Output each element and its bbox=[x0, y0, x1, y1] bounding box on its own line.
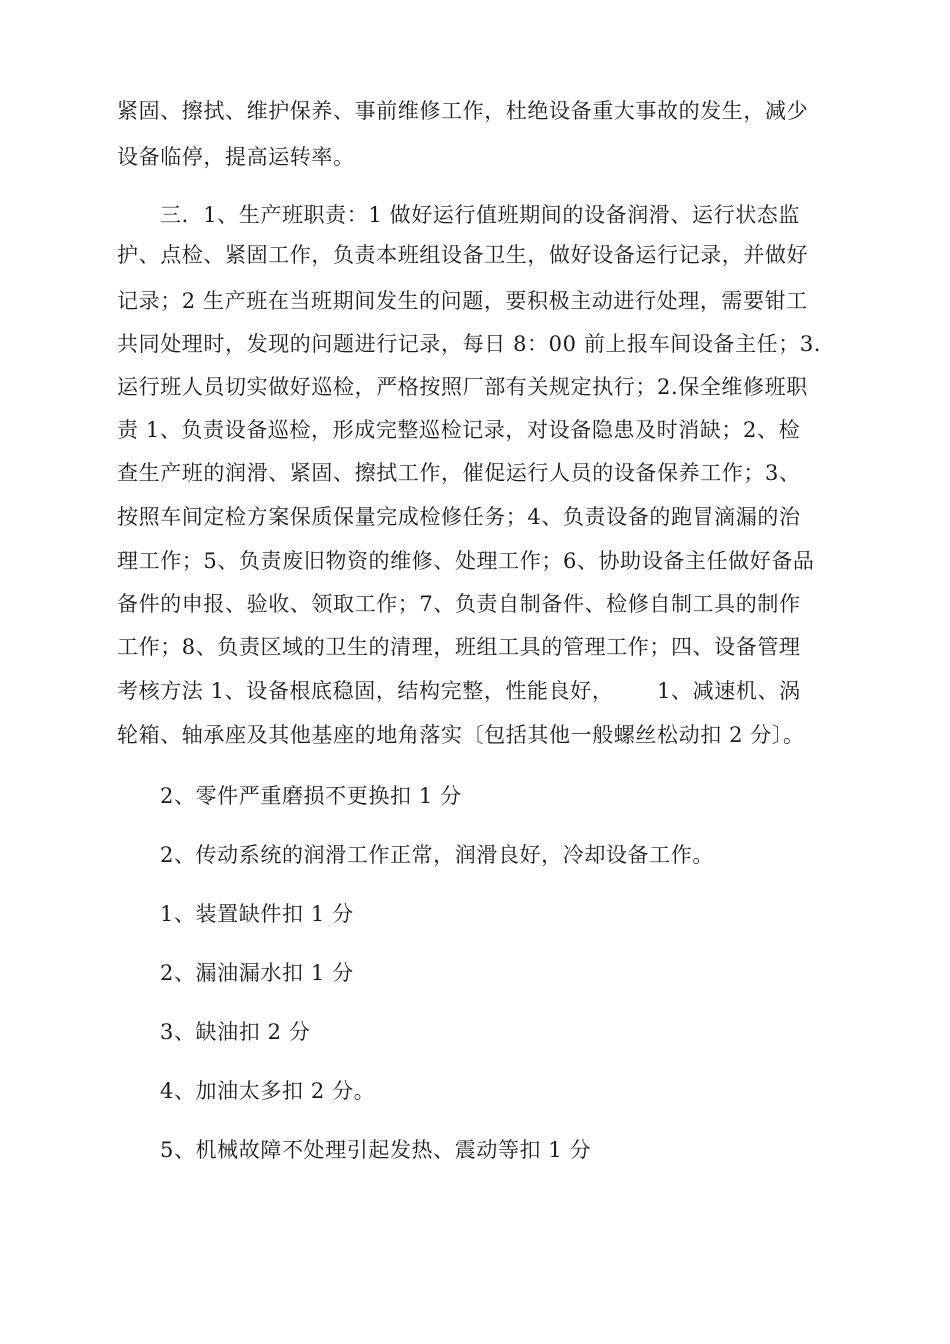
text-line: 2、传动系统的润滑工作正常，润滑良好，冷却设备工作。 bbox=[160, 843, 714, 867]
text-line: 备件的申报、验收、领取工作；7、负责自制备件、检修自制工具的制作 bbox=[117, 592, 801, 616]
text-line: 5、机械故障不处理引起发热、震动等扣 1 分 bbox=[160, 1138, 592, 1162]
text-line: 考核方法 1、设备根底稳固，结构完整，性能良好， 1、减速机、涡 bbox=[117, 679, 801, 703]
text-line: 理工作；5、负责废旧物资的维修、处理工作；6、协助设备主任做好备品 bbox=[117, 549, 815, 573]
text-line: 责 1、负责设备巡检，形成完整巡检记录，对设备隐患及时消缺；2、检 bbox=[117, 418, 801, 442]
text-line: 记录；2 生产班在当班期间发生的问题，要积极主动进行处理，需要钳工 bbox=[117, 289, 808, 313]
text-line: 工作；8、负责区域的卫生的清理，班组工具的管理工作；四、设备管理 bbox=[117, 635, 801, 659]
text-line: 共同处理时，发现的问题进行记录，每日 8：00 前上报车间设备主任；3. bbox=[117, 332, 822, 356]
text-line: 4、加油太多扣 2 分。 bbox=[160, 1079, 376, 1103]
text-line: 紧固、擦拭、维护保养、事前维修工作，杜绝设备重大事故的发生，减少 bbox=[117, 99, 809, 123]
text-line: 1、装置缺件扣 1 分 bbox=[160, 902, 354, 926]
text-line: 3、缺油扣 2 分 bbox=[160, 1020, 311, 1044]
text-line: 设备临停，提高运转率。 bbox=[117, 145, 355, 169]
text-line: 护、点检、紧固工作，负责本班组设备卫生，做好设备运行记录，并做好 bbox=[117, 243, 809, 267]
text-line: 2、漏油漏水扣 1 分 bbox=[160, 961, 354, 985]
text-line: 三．1、生产班职责：1 做好运行值班期间的设备润滑、运行状态监 bbox=[160, 203, 800, 227]
text-line: 运行班人员切实做好巡检，严格按照厂部有关规定执行；2.保全维修班职 bbox=[117, 375, 808, 399]
text-line: 按照车间定检方案保质保量完成检修任务；4、负责设备的跑冒滴漏的治 bbox=[117, 505, 801, 529]
text-line: 查生产班的润滑、紧固、擦拭工作，催促运行人员的设备保养工作；3、 bbox=[117, 461, 801, 485]
text-line: 2、零件严重磨损不更换扣 1 分 bbox=[160, 784, 462, 808]
text-line: 轮箱、轴承座及其他基座的地角落实〔包括其他一般螺丝松动扣 2 分〕。 bbox=[117, 723, 805, 747]
